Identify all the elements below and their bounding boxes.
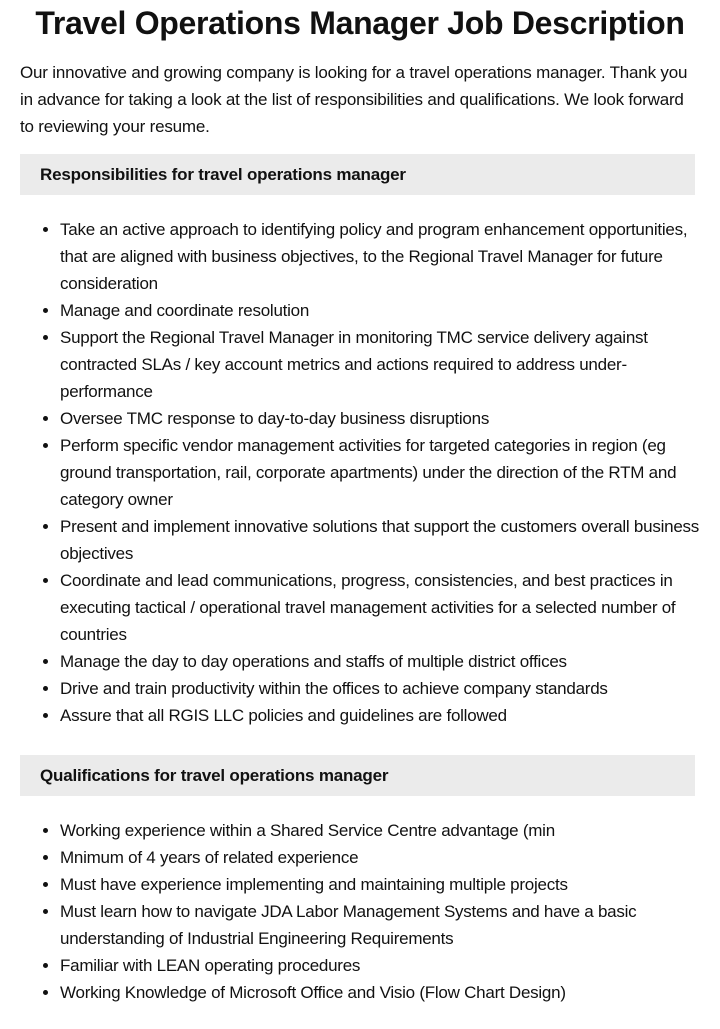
- qualifications-heading: Qualifications for travel operations manager: [20, 755, 695, 796]
- list-item: • Assure that all RGIS LLC policies and guidelines are followed: [60, 702, 700, 729]
- list-item: • Working experience within a Shared Service Centre advantage (min: [60, 817, 700, 844]
- list-item: • Take an active approach to identifying policy and program enhancement opportunities, that are aligned with business objectives, to the Regional Travel Manager for future consideration: [60, 216, 700, 297]
- list-item: • Oversee TMC response to day-to-day business disruptions: [60, 405, 700, 432]
- list-item: • Must learn how to navigate JDA Labor Management Systems and have a basic understanding of Industrial Engineering Requirements: [60, 898, 700, 952]
- list-item: • Present and implement innovative solutions that support the customers overall business objectives: [60, 513, 700, 567]
- responsibilities-heading: Responsibilities for travel operations manager: [20, 154, 695, 195]
- qualifications-list: [0, 817, 700, 1006]
- list-item: • Coordinate and lead communications, progress, consistencies, and best practices in executing tactical / operational travel management activities for a selected number of countries: [60, 567, 700, 648]
- page-title: Travel Operations Manager Job Description: [35, 5, 685, 41]
- list-item: • Manage the day to day operations and staffs of multiple district offices: [60, 648, 700, 675]
- list-item: • Perform specific vendor management activities for targeted categories in region (eg ground transportation, rail, corporate apartments) under the direction of the RTM and category owner: [60, 432, 700, 513]
- list-item: • Mnimum of 4 years of related experience: [60, 844, 700, 871]
- responsibilities-list: [0, 216, 700, 729]
- list-item: • Familiar with LEAN operating procedures: [60, 952, 700, 979]
- list-item: • Manage and coordinate resolution: [60, 297, 700, 324]
- list-item: • Support the Regional Travel Manager in monitoring TMC service delivery against contracted SLAs / key account metrics and actions required to address under-performance: [60, 324, 700, 405]
- list-item: • Drive and train productivity within the offices to achieve company standards: [60, 675, 700, 702]
- list-item: • Must have experience implementing and maintaining multiple projects: [60, 871, 700, 898]
- list-item: • Working Knowledge of Microsoft Office and Visio (Flow Chart Design): [60, 979, 700, 1006]
- intro-paragraph: Our innovative and growing company is looking for a travel operations manager. Thank you in advance for taking a look at the list of responsibilities and qualifications. We look forward to reviewing your resume.: [20, 63, 688, 136]
